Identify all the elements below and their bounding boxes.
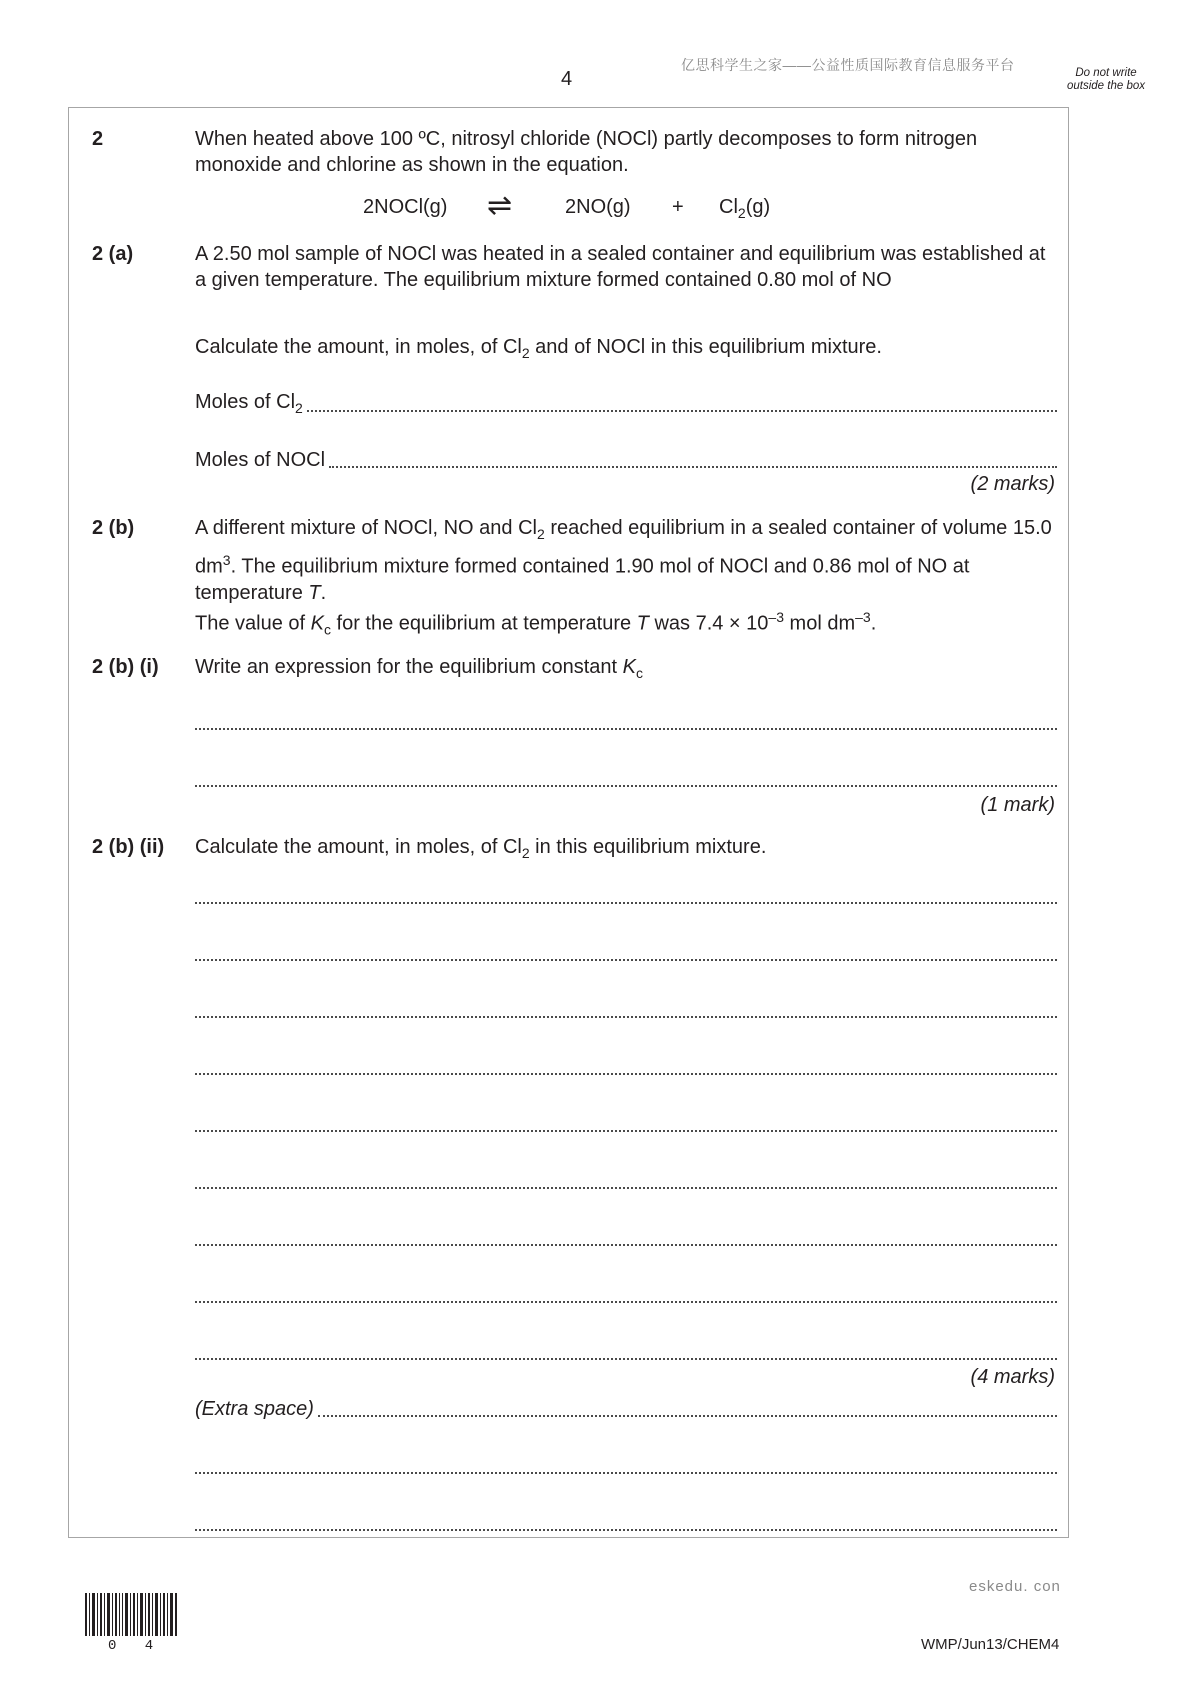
question-2b-kc-value: The value of $K_c$ for the equilibrium at temperature T was $7.4 \times 10^{-3}$ mol $dm^{-3}$. — [195, 609, 877, 638]
answer-line[interactable] — [195, 1450, 1057, 1478]
watermark-text: 亿思科学生之家——公益性质国际教育信息服务平台 — [681, 57, 1015, 73]
question-number-2bi: 2 (b) (i) — [92, 656, 159, 678]
page-number: 4 — [561, 68, 573, 90]
question-2bii-text: Calculate the amount, in moles, of $Cl_2$ in this equilibrium mixture. — [195, 836, 767, 861]
answer-line-extra-space[interactable] — [195, 1393, 1057, 1421]
question-number-2bii: 2 (b) (ii) — [92, 836, 165, 858]
answer-line[interactable] — [195, 994, 1057, 1022]
dotted-answer-line — [307, 390, 1057, 412]
answer-line[interactable] — [195, 1279, 1057, 1307]
answer-line[interactable] — [195, 1222, 1057, 1250]
question-2a-instruction: Calculate the amount, in moles, of $Cl_2$ and of NOCl in this equilibrium mixture. — [195, 336, 882, 361]
marks-2a: (2 marks) — [970, 473, 1055, 495]
question-number-2a: 2 (a) — [92, 243, 134, 265]
answer-line[interactable] — [195, 1051, 1057, 1079]
barcode-number: 0 4 — [108, 1638, 164, 1654]
question-number-2b: 2 (b) — [92, 517, 135, 539]
equation-plus: + — [672, 196, 684, 218]
paper-code: WMP/Jun13/CHEM4 — [921, 1636, 1060, 1653]
answer-line[interactable] — [195, 1165, 1057, 1193]
dotted-answer-line — [195, 996, 1057, 1018]
equation-product-cl2: $Cl_2(g)$ — [719, 196, 771, 221]
dotted-answer-line — [195, 1224, 1057, 1246]
dotted-answer-line — [195, 1338, 1057, 1360]
question-2-intro: When heated above 100 ºC, nitrosyl chloride (NOCl) partly decomposes to form nitrogen monoxide and chlorine as shown in the equation. — [195, 128, 978, 176]
question-number-2: 2 — [92, 128, 104, 150]
dotted-answer-line — [195, 1110, 1057, 1132]
dotted-answer-line — [329, 446, 1057, 468]
answer-line-moles-cl2[interactable] — [195, 388, 1057, 416]
dotted-answer-line — [318, 1395, 1057, 1417]
question-2bi-text: Write an expression for the equilibrium constant $K_c$ — [195, 656, 643, 681]
moles-nocl-label: Moles of NOCl — [195, 449, 326, 471]
answer-line[interactable] — [195, 706, 1057, 734]
dotted-answer-line — [195, 939, 1057, 961]
extra-space-label: (Extra space) — [195, 1398, 314, 1420]
equilibrium-arrow-icon: ⇌ — [487, 189, 513, 222]
answer-line[interactable] — [195, 1108, 1057, 1136]
answer-line[interactable] — [195, 880, 1057, 908]
dotted-answer-line — [195, 882, 1057, 904]
dotted-answer-line — [195, 765, 1057, 787]
marks-2bii: (4 marks) — [970, 1366, 1055, 1388]
dotted-answer-line — [195, 1509, 1057, 1531]
margin-note: Do not write outside the box — [1066, 67, 1145, 92]
barcode-icon — [85, 1593, 178, 1636]
equation-product-no: 2NO(g) — [565, 196, 631, 218]
dotted-answer-line — [195, 1167, 1057, 1189]
answer-line[interactable] — [195, 937, 1057, 965]
answer-line[interactable] — [195, 1507, 1057, 1535]
question-2b-text: A different mixture of NOCl, NO and $Cl_2$ reached equilibrium in a sealed container of volume 15.0 $dm^3$. The equilibrium mixture formed contained 1.90 mol of NOCl and 0.86 mol of NO at temperature T. — [195, 517, 1052, 604]
dotted-answer-line — [195, 1281, 1057, 1303]
dotted-answer-line — [195, 708, 1057, 730]
moles-cl2-label: Moles of $Cl_2$ — [195, 391, 303, 416]
answer-box-border — [68, 107, 1069, 1538]
answer-line[interactable] — [195, 763, 1057, 791]
dotted-answer-line — [195, 1452, 1057, 1474]
marks-2bi: (1 mark) — [980, 794, 1055, 816]
dotted-answer-line — [195, 1053, 1057, 1075]
question-2a-text: A 2.50 mol sample of NOCl was heated in a sealed container and equilibrium was established at a given temperature. The equilibrium mixture formed contained 0.80 mol of NO — [195, 243, 1046, 291]
answer-line-moles-nocl[interactable] — [195, 444, 1057, 472]
equation-reactant: 2NOCl(g) — [363, 196, 448, 218]
footer-website: eskedu. con — [969, 1578, 1061, 1595]
answer-line[interactable] — [195, 1336, 1057, 1364]
